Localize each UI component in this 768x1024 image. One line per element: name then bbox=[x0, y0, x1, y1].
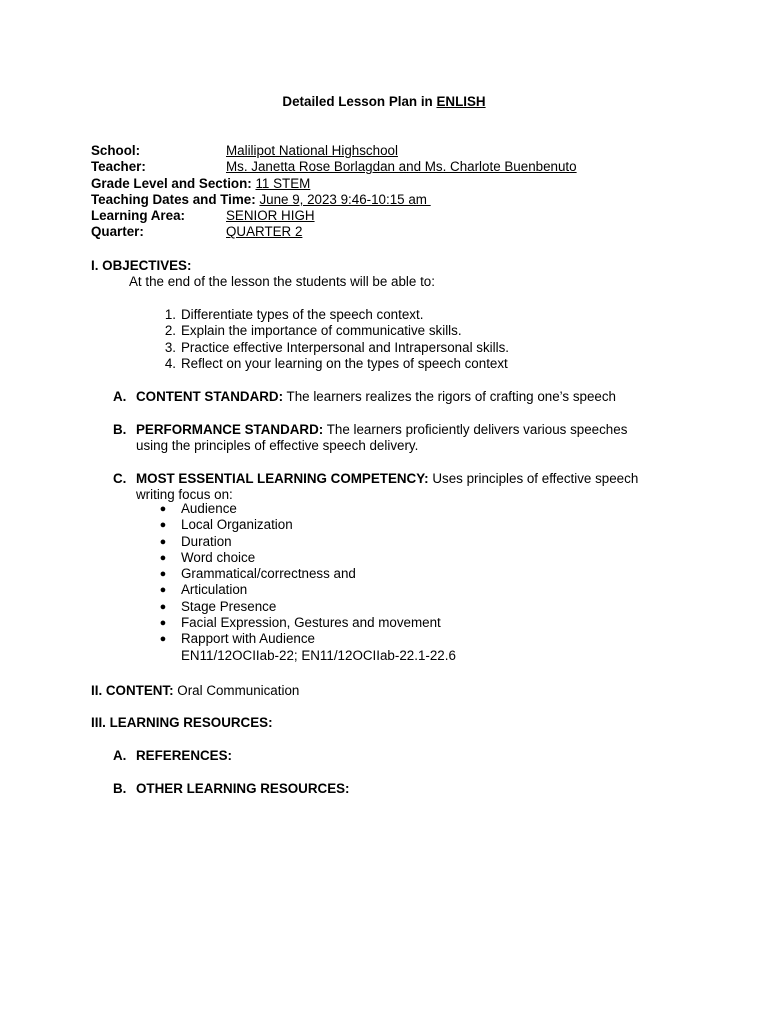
performance-standard-letter: B. bbox=[113, 422, 127, 437]
info-school bbox=[91, 143, 431, 159]
competency-text: Word choice bbox=[181, 549, 256, 565]
objective-item bbox=[164, 339, 509, 356]
content-text: Oral Communication bbox=[173, 683, 300, 698]
objective-number: 4. bbox=[164, 355, 176, 371]
competency-text: Audience bbox=[181, 501, 237, 516]
competency-item bbox=[159, 615, 456, 631]
competency-item bbox=[159, 517, 456, 533]
title-prefix: Detailed Lesson Plan in bbox=[282, 94, 437, 109]
dates-value: June 9, 2023 9:46-10:15 am bbox=[259, 191, 431, 207]
bullet-icon: ● bbox=[159, 519, 167, 532]
competency-code bbox=[181, 648, 456, 664]
content-standard-letter: A. bbox=[113, 389, 127, 404]
objective-number: 1. bbox=[164, 307, 176, 322]
area-label: Learning Area: bbox=[91, 208, 186, 224]
competency-text: Articulation bbox=[181, 582, 248, 598]
learning-competency-letter: C. bbox=[113, 471, 127, 486]
learning-competency bbox=[113, 471, 673, 504]
bullet-icon: ● bbox=[159, 633, 167, 646]
school-label: School: bbox=[91, 143, 141, 158]
other-resources-letter: B. bbox=[113, 781, 127, 796]
competency-item bbox=[159, 501, 456, 517]
dates-label: Teaching Dates and Time: bbox=[91, 191, 256, 207]
competency-text: Rapport with Audience bbox=[181, 631, 315, 647]
content-section bbox=[91, 683, 299, 699]
content-label: II. CONTENT: bbox=[91, 683, 174, 698]
info-quarter bbox=[91, 224, 431, 240]
performance-standard bbox=[113, 422, 653, 455]
objective-item bbox=[164, 323, 509, 339]
bullet-icon: ● bbox=[159, 535, 167, 548]
competency-text: Stage Presence bbox=[181, 598, 277, 614]
bullet-icon: ● bbox=[159, 600, 167, 613]
objective-text: Practice effective Interpersonal and Intrapersonal skills. bbox=[181, 339, 509, 355]
area-value: SENIOR HIGH bbox=[226, 208, 315, 224]
info-dates bbox=[91, 192, 431, 208]
content-standard bbox=[113, 389, 673, 405]
quarter-value: QUARTER 2 bbox=[226, 224, 303, 240]
competency-text: Duration bbox=[181, 533, 232, 549]
teacher-value: Ms. Janetta Rose Borlagdan and Ms. Charlote Buenbenuto bbox=[226, 159, 577, 175]
competency-item bbox=[159, 549, 456, 566]
objectives-list bbox=[164, 307, 509, 372]
objective-item bbox=[164, 307, 509, 323]
competency-list bbox=[159, 501, 456, 664]
info-grade bbox=[91, 176, 431, 192]
bullet-icon: ● bbox=[159, 551, 167, 564]
objective-item bbox=[164, 355, 509, 372]
info-teacher bbox=[91, 159, 577, 175]
competency-item bbox=[159, 533, 456, 550]
learning-competency-text: Uses principles of effective speech writing focus on: bbox=[136, 471, 639, 503]
content-standard-text: The learners realizes the rigors of crafting one’s speech bbox=[283, 389, 617, 404]
content-standard-label: CONTENT STANDARD: bbox=[136, 389, 284, 404]
resources-heading: III. LEARNING RESOURCES: bbox=[91, 715, 273, 730]
performance-standard-label: PERFORMANCE STANDARD: bbox=[136, 422, 324, 437]
competency-item bbox=[159, 598, 456, 615]
objectives-heading: I. OBJECTIVES: bbox=[91, 258, 192, 273]
competency-text: Facial Expression, Gestures and movement bbox=[181, 615, 441, 631]
bullet-icon: ● bbox=[159, 503, 167, 515]
teacher-label: Teacher: bbox=[91, 159, 146, 175]
objective-number: 3. bbox=[164, 339, 176, 355]
grade-value: 11 STEM bbox=[255, 175, 311, 191]
objective-text: Explain the importance of communicative skills. bbox=[181, 323, 462, 339]
objective-number: 2. bbox=[164, 323, 176, 339]
bullet-icon: ● bbox=[159, 584, 167, 597]
bullet-icon: ● bbox=[159, 617, 167, 630]
info-area bbox=[91, 208, 431, 224]
grade-label: Grade Level and Section: bbox=[91, 175, 252, 191]
learning-competency-label: MOST ESSENTIAL LEARNING COMPETENCY: bbox=[136, 471, 429, 486]
title-subject: ENLISH bbox=[436, 94, 486, 109]
document-title bbox=[0, 94, 768, 110]
school-value: Malilipot National Highschool bbox=[226, 143, 398, 158]
references-label: REFERENCES: bbox=[136, 748, 232, 763]
competency-text: Local Organization bbox=[181, 517, 293, 533]
info-block bbox=[91, 143, 577, 241]
bullet-icon: ● bbox=[159, 568, 167, 581]
competency-text: Grammatical/correctness and bbox=[181, 566, 356, 582]
competency-item bbox=[159, 566, 456, 582]
competency-code-text: EN11/12OCIIab-22; EN11/12OCIIab-22.1-22.6 bbox=[181, 647, 456, 663]
performance-standard-text: The learners proficiently delivers various speeches using the principles of effective speech delivery. bbox=[136, 422, 628, 454]
competency-item bbox=[159, 582, 456, 598]
references-letter: A. bbox=[113, 748, 127, 763]
objective-text: Reflect on your learning on the types of speech context bbox=[181, 355, 508, 371]
other-resources-section bbox=[113, 781, 673, 797]
objectives-intro: At the end of the lesson the students will be able to: bbox=[129, 274, 435, 289]
references-section bbox=[113, 748, 673, 764]
objective-text: Differentiate types of the speech context. bbox=[181, 307, 424, 322]
quarter-label: Quarter: bbox=[91, 224, 144, 240]
competency-item bbox=[159, 631, 456, 647]
other-resources-label: OTHER LEARNING RESOURCES: bbox=[136, 781, 350, 796]
